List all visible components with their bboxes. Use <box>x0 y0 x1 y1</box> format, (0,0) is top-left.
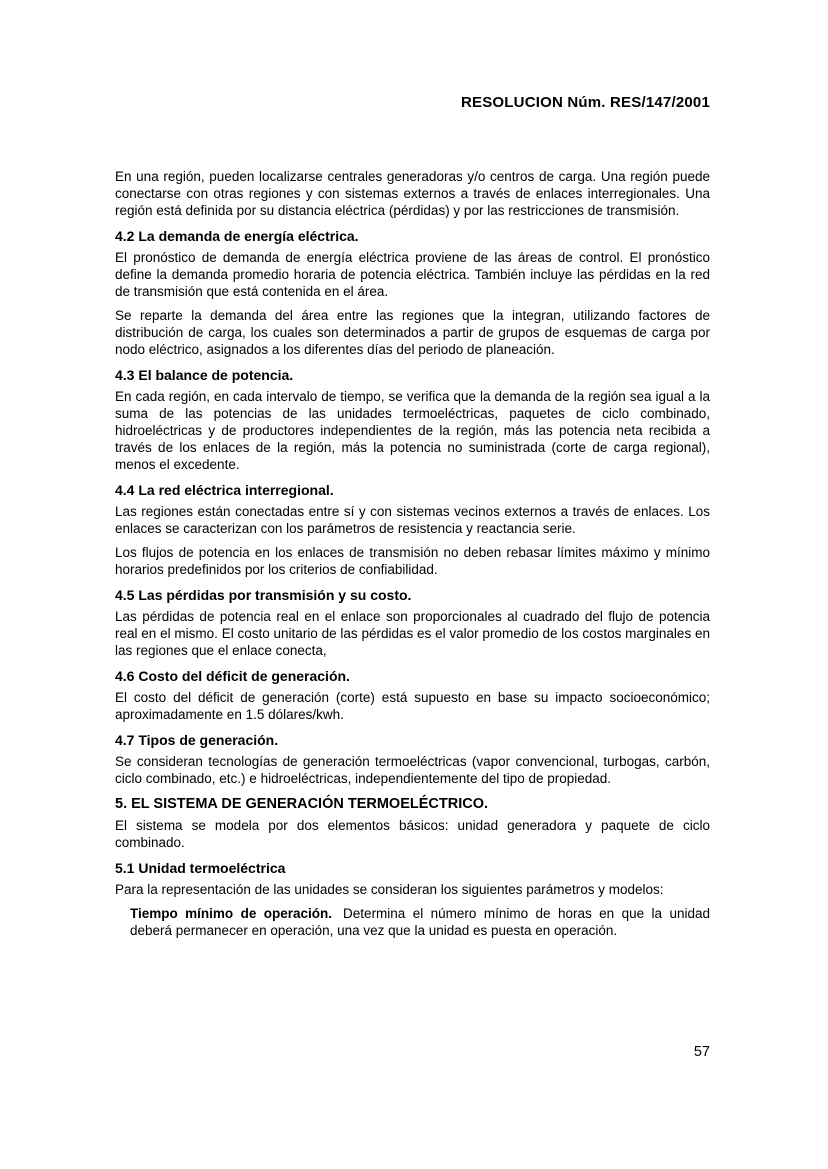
section-heading-4-2: 4.2 La demanda de energía eléctrica. <box>115 228 359 244</box>
paragraph-unit-parameters: Para la representación de las unidades se consideran los siguientes parámetros y modelos: <box>115 882 664 897</box>
section-heading-5-1: 5.1 Unidad termoeléctrica <box>115 860 286 876</box>
definition-min-operation-time <box>130 905 710 939</box>
page-number-footer <box>115 1044 710 1060</box>
page-number: 57 <box>693 1044 710 1060</box>
document-body <box>115 168 710 946</box>
paragraph-power-balance: En cada región, en cada intervalo de tiempo, se verifica que la demanda de la región sea igual a la suma de las potencias de las unidades termoeléctricas, paquetes de ciclo combinado, hidroeléctricas y de productores independientes de la región, más las potencia neta recibida a través de los enlaces de la región, más la potencia no suministrada (corte de carga regional), menos el excedente. <box>115 389 710 472</box>
section-heading-4-4: 4.4 La red eléctrica interregional. <box>115 482 334 498</box>
paragraph-transmission-losses: Las pérdidas de potencia real en el enlace son proporcionales al cuadrado del flujo de potencia real en el mismo. El costo unitario de las pérdidas es el valor promedio de los costos marginales en las regiones que el enlace conecta, <box>115 609 710 658</box>
section-heading-5: 5. EL SISTEMA DE GENERACIÓN TERMOELÉCTRICO. <box>115 796 489 812</box>
definition-text: Determina el número mínimo de horas en que la unidad deberá permanecer en operación, una vez que la unidad es puesta en operación. <box>130 906 710 938</box>
section-heading-4-3: 4.3 El balance de potencia. <box>115 367 294 383</box>
paragraph-region-intro: En una región, pueden localizarse centrales generadoras y/o centros de carga. Una región puede conectarse con otras regiones y con sistemas externos a través de enlaces interregionales. Una región está definida por su distancia eléctrica (pérdidas) y por las restricciones de transmisión. <box>115 169 710 218</box>
resolution-number: RESOLUCION Núm. RES/147/2001 <box>460 94 710 111</box>
section-heading-4-5: 4.5 Las pérdidas por transmisión y su costo. <box>115 587 412 603</box>
definition-term: Tiempo mínimo de operación. <box>130 906 333 921</box>
paragraph-deficit-cost: El costo del déficit de generación (corte) está supuesto en base su impacto socioeconómico; aproximadamente en 1.5 dólares/kwh. <box>115 690 710 722</box>
paragraph-system-model: El sistema se modela por dos elementos básicos: unidad generadora y paquete de ciclo combinado. <box>115 818 710 850</box>
section-heading-4-6: 4.6 Costo del déficit de generación. <box>115 668 350 684</box>
paragraph-generation-types: Se consideran tecnologías de generación termoeléctricas (vapor convencional, turbogas, carbón, ciclo combinado, etc.) e hidroeléctricas, independientemente del tipo de propiedad. <box>115 754 710 786</box>
paragraph-demand-distribution: Se reparte la demanda del área entre las regiones que la integran, utilizando factores de distribución de carga, los cuales son determinados a partir de grupos de esquemas de carga por nodo eléctrico, asignados a los diferentes días del periodo de planeación. <box>115 308 710 357</box>
paragraph-demand-forecast: El pronóstico de demanda de energía eléctrica proviene de las áreas de control. El pronóstico define la demanda promedio horaria de potencia eléctrica. También incluye las pérdidas en la red de transmisión que está contenida en el área. <box>115 250 710 299</box>
section-heading-4-7: 4.7 Tipos de generación. <box>115 732 279 748</box>
page-header <box>115 94 710 111</box>
paragraph-power-flows: Los flujos de potencia en los enlaces de transmisión no deben rebasar límites máximo y mínimo horarios predefinidos por los criterios de confiabilidad. <box>115 545 710 577</box>
paragraph-interregional-network: Las regiones están conectadas entre sí y con sistemas vecinos externos a través de enlaces. Los enlaces se caracterizan con los parámetros de resistencia y reactancia serie. <box>115 504 710 536</box>
